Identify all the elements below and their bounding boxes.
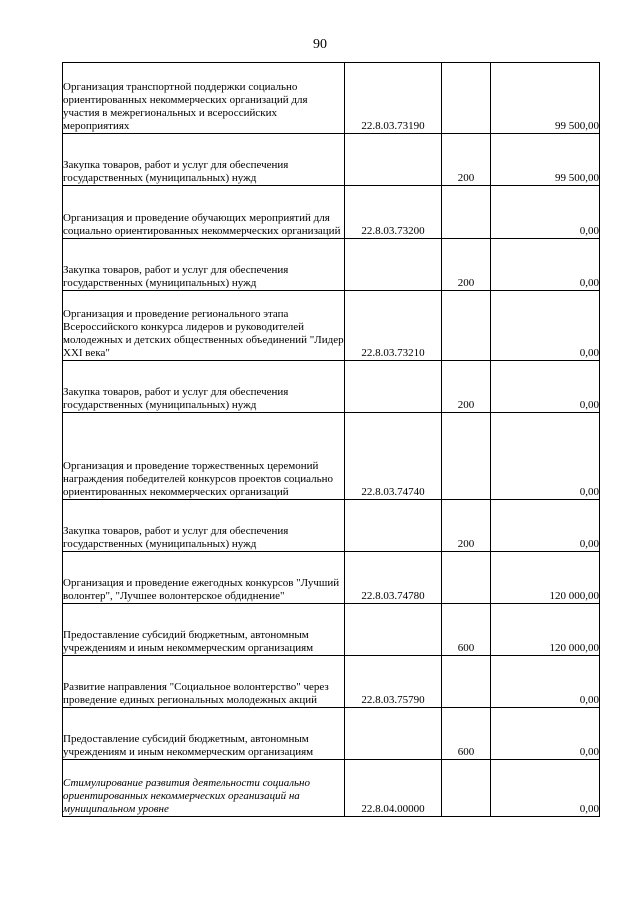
row-amount-cell: 0,00 [491,708,600,760]
row-expense-type-cell: 200 [442,361,491,413]
row-name-cell: Предоставление субсидий бюджетным, автономным учреждениям и иным некоммерческим организациям [63,604,345,656]
table-row [63,760,600,817]
row-amount-cell: 0,00 [491,239,600,291]
table-row [63,413,600,500]
row-code-cell [345,604,442,656]
row-expense-type-cell [442,760,491,817]
row-code-cell: 22.8.03.74740 [345,413,442,500]
row-code-cell [345,134,442,186]
row-name-cell: Предоставление субсидий бюджетным, автономным учреждениям и иным некоммерческим организациям [63,708,345,760]
row-expense-type-cell: 200 [442,239,491,291]
row-expense-type-cell [442,291,491,361]
row-code-cell [345,708,442,760]
table-row [63,708,600,760]
table-row [63,604,600,656]
row-code-cell [345,239,442,291]
page-number: 90 [313,37,327,52]
budget-table-body [63,63,600,817]
row-code-cell: 22.8.03.73190 [345,63,442,134]
table-row [63,291,600,361]
row-name-cell: Организация и проведение ежегодных конкурсов "Лучший волонтер", "Лучшее волонтерское обдиднение" [63,552,345,604]
row-code-cell: 22.8.03.73210 [345,291,442,361]
row-expense-type-cell: 200 [442,500,491,552]
row-amount-cell: 120 000,00 [491,552,600,604]
row-name-cell: Организация и проведение обучающих мероприятий для социально ориентированных некоммерческих организаций [63,186,345,239]
row-name-cell: Закупка товаров, работ и услуг для обеспечения государственных (муниципальных) нужд [63,134,345,186]
row-name-cell: Стимулирование развития деятельности социально ориентированных некоммерческих организаций на муниципальном уровне [63,760,345,817]
row-name-cell: Развитие направления "Социальное волонтерство" через проведение единых региональных молодежных акций [63,656,345,708]
row-code-cell: 22.8.03.75790 [345,656,442,708]
table-row [63,656,600,708]
row-amount-cell: 99 500,00 [491,63,600,134]
row-code-cell: 22.8.03.73200 [345,186,442,239]
row-expense-type-cell: 600 [442,708,491,760]
table-row [63,134,600,186]
table-row [63,500,600,552]
row-amount-cell: 0,00 [491,413,600,500]
row-expense-type-cell: 200 [442,134,491,186]
row-name-cell: Закупка товаров, работ и услуг для обеспечения государственных (муниципальных) нужд [63,239,345,291]
row-amount-cell: 120 000,00 [491,604,600,656]
row-expense-type-cell [442,186,491,239]
row-code-cell [345,500,442,552]
row-expense-type-cell [442,656,491,708]
row-name-cell: Организация и проведение торжественных церемоний награждения победителей конкурсов проектов социально ориентированных некоммерческих организаций [63,413,345,500]
row-code-cell [345,361,442,413]
row-amount-cell: 0,00 [491,361,600,413]
row-amount-cell: 0,00 [491,291,600,361]
row-amount-cell: 99 500,00 [491,134,600,186]
row-amount-cell: 0,00 [491,186,600,239]
row-amount-cell: 0,00 [491,656,600,708]
row-amount-cell: 0,00 [491,760,600,817]
row-expense-type-cell [442,552,491,604]
row-name-cell: Организация и проведение регионального этапа Всероссийского конкурса лидеров и руководителей молодежных и детских общественных объединений "Лидер XXI века" [63,291,345,361]
row-expense-type-cell: 600 [442,604,491,656]
table-row [63,239,600,291]
row-code-cell: 22.8.04.00000 [345,760,442,817]
row-name-cell: Закупка товаров, работ и услуг для обеспечения государственных (муниципальных) нужд [63,500,345,552]
table-row [63,63,600,134]
row-name-cell: Закупка товаров, работ и услуг для обеспечения государственных (муниципальных) нужд [63,361,345,413]
budget-table [62,62,600,817]
table-row [63,361,600,413]
row-code-cell: 22.8.03.74780 [345,552,442,604]
row-expense-type-cell [442,63,491,134]
row-amount-cell: 0,00 [491,500,600,552]
row-expense-type-cell [442,413,491,500]
table-row [63,552,600,604]
row-name-cell: Организация транспортной поддержки социально ориентированных некоммерческих организаций для участия в межрегиональных и всероссийских мероприятиях [63,63,345,134]
table-row [63,186,600,239]
